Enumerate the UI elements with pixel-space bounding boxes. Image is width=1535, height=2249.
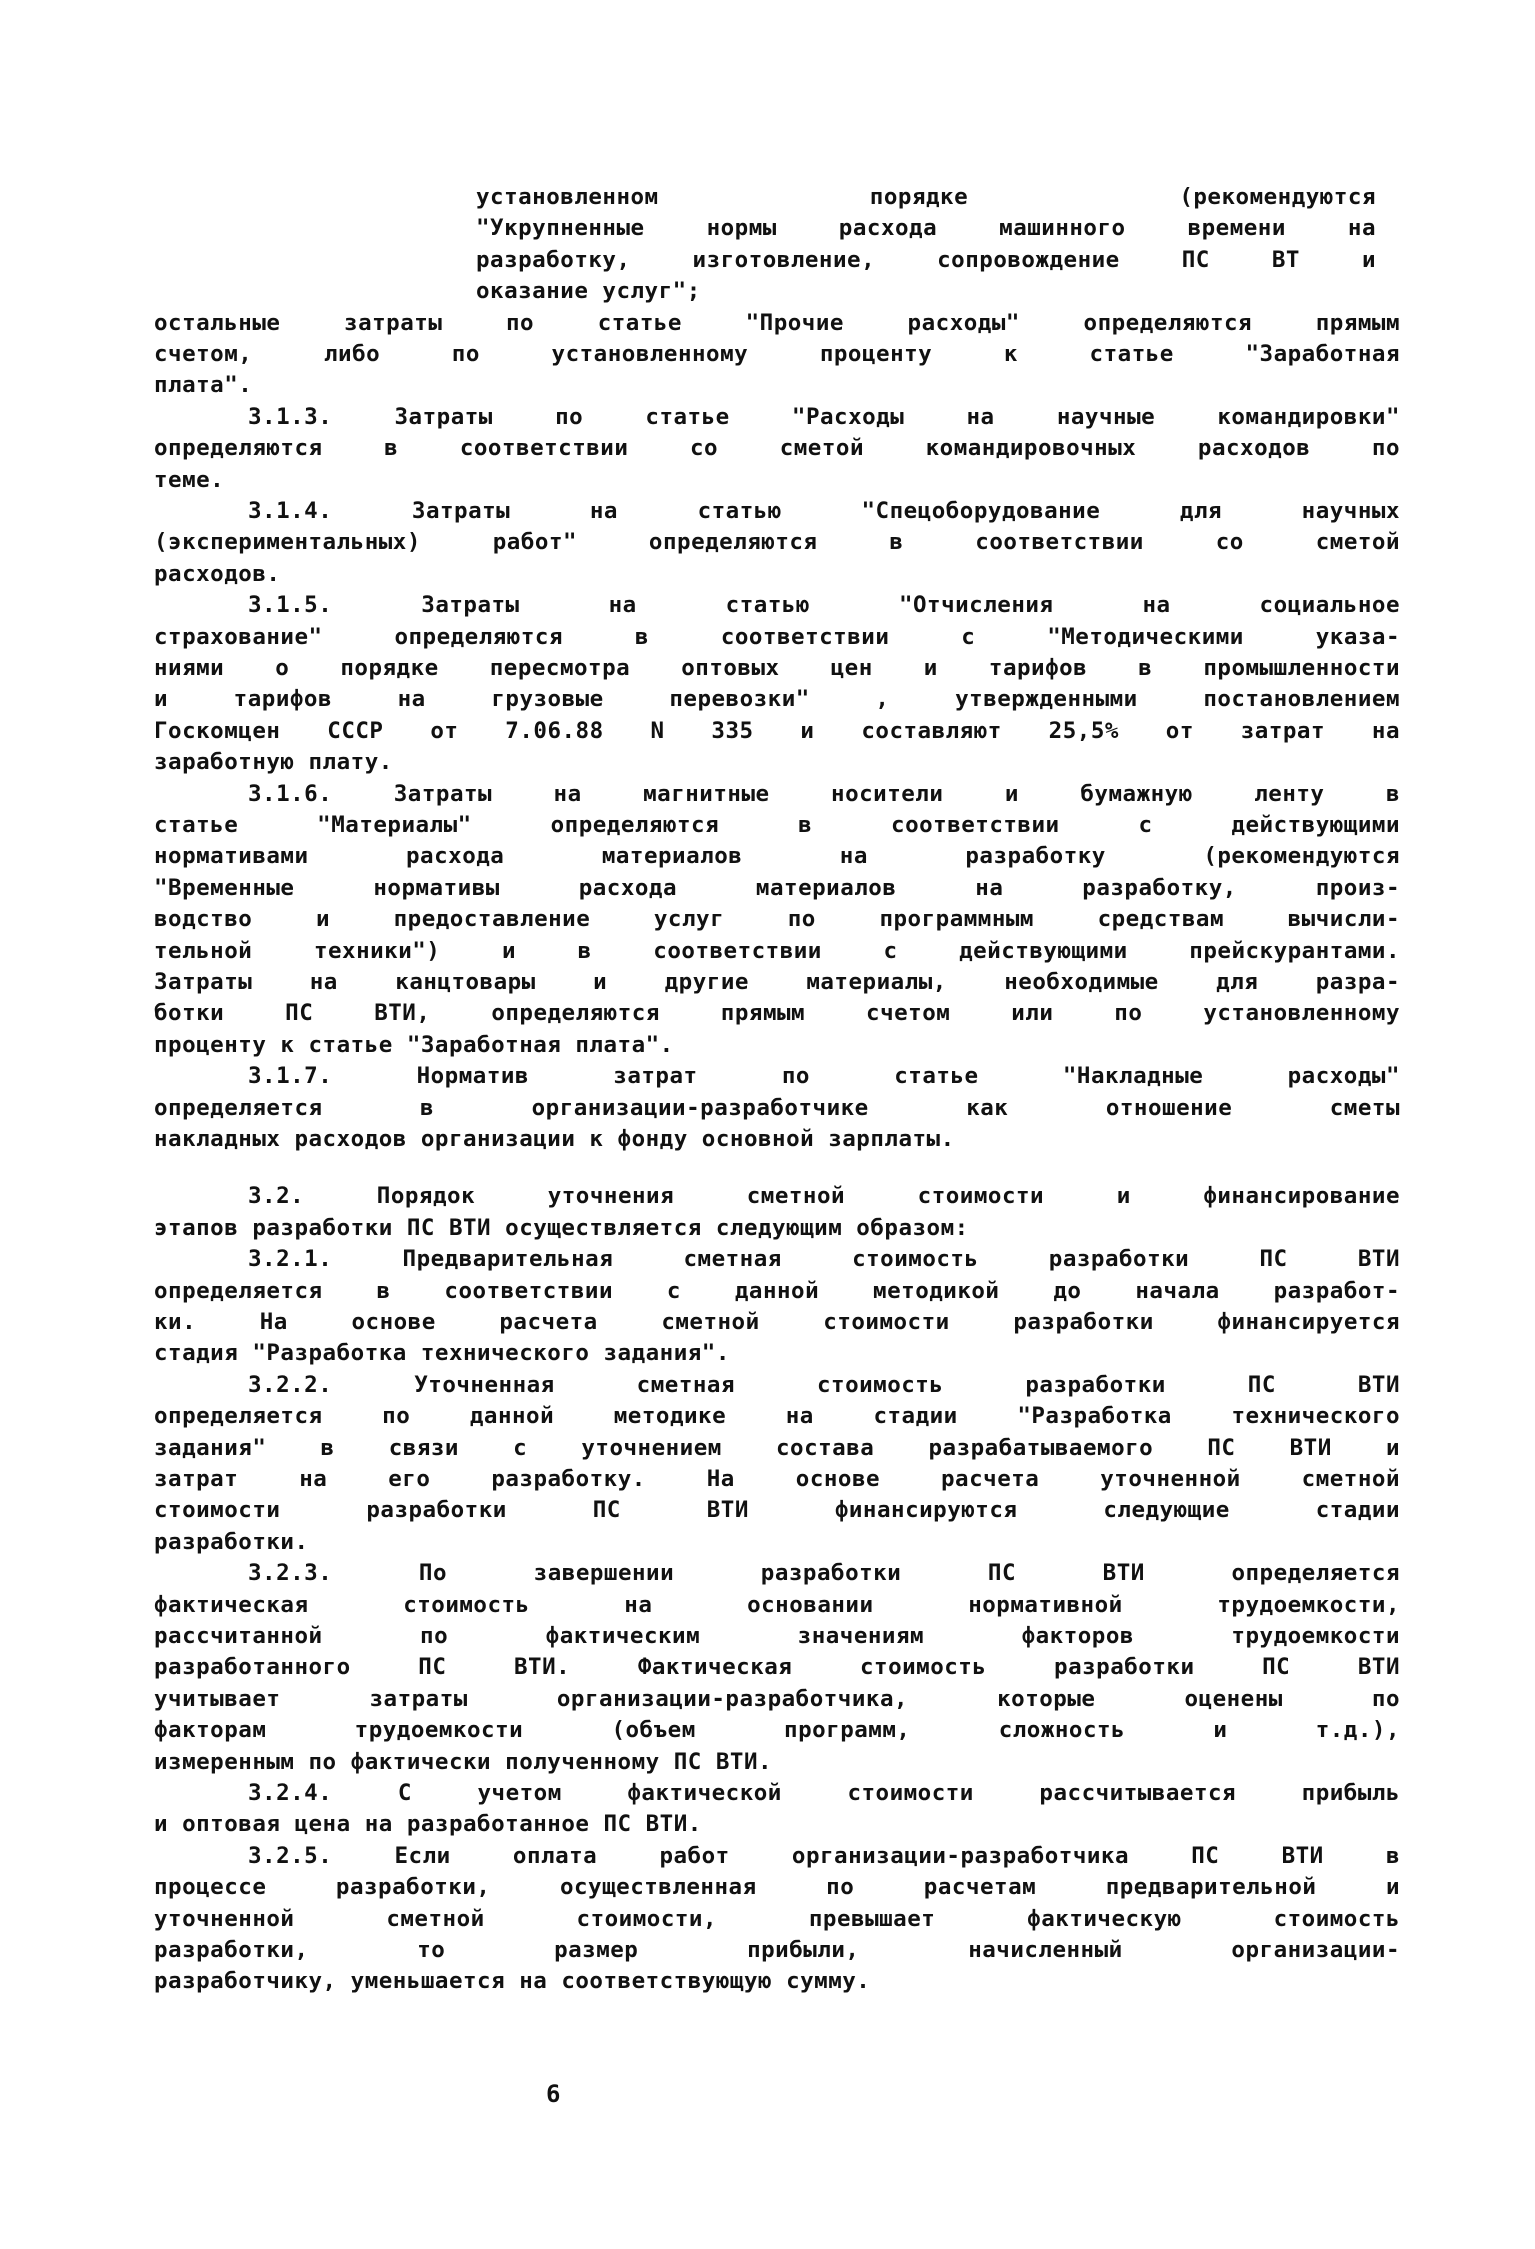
text-line: учитывает затраты организации-разработчика, которые оценены по (154, 1685, 1400, 1712)
text-line: 3.2.4. С учетом фактической стоимости рассчитывается прибыль (248, 1780, 1400, 1806)
text-line: плата". (154, 372, 253, 399)
text-line: накладных расходов организации к фонду основной зарплаты. (154, 1126, 955, 1152)
text-line: остальные затраты по статье "Прочие расходы" определяются прямым (154, 309, 1400, 336)
text-line: стадия "Разработка технического задания". (154, 1340, 730, 1367)
text-line: теме. (154, 466, 225, 493)
text-line: определяется по данной методике на стадии "Разработка технического (154, 1403, 1400, 1430)
text-line: стоимости разработки ПС ВТИ финансируются следующие стадии (154, 1497, 1400, 1524)
text-line: разработки, то размер прибыли, начисленный организации- (154, 1937, 1400, 1963)
text-line: определяется в организации-разработчике как отношение сметы (154, 1094, 1400, 1121)
text-line: ки. На основе расчета сметной стоимости разработки финансируется (154, 1309, 1400, 1335)
text-line: 3.2.3. По завершении разработки ПС ВТИ определяется (248, 1560, 1400, 1587)
text-line: ниями о порядке пересмотра оптовых цен и тарифов в промышленности (154, 655, 1400, 681)
text-line: 3.2.5. Если оплата работ организации-разработчика ПС ВТИ в (248, 1842, 1400, 1869)
text-line: 3.2.1. Предварительная сметная стоимость разработки ПС ВТИ (248, 1246, 1400, 1273)
text-line: 3.1.3. Затраты по статье "Расходы на научные командировки" (248, 403, 1400, 430)
text-line: и тарифов на грузовые перевозки" , утвержденными постановлением (154, 686, 1400, 713)
text-line: затрат на его разработку. На основе расчета уточненной сметной (154, 1466, 1400, 1492)
text-line: 3.1.6. Затраты на магнитные носители и бумажную ленту в (248, 780, 1400, 807)
text-line: Затраты на канцтовары и другие материалы, необходимые для разра- (154, 969, 1400, 995)
text-line: и оптовая цена на разработанное ПС ВТИ. (154, 1811, 702, 1838)
text-line: расходов. (154, 560, 281, 587)
text-line: тельной техники") и в соответствии с действующими прейскурантами. (154, 937, 1400, 964)
text-line: этапов разработки ПС ВТИ осуществляется следующим образом: (154, 1214, 969, 1241)
text-line: рассчитанной по фактическим значениям факторов трудоемкости (154, 1623, 1400, 1649)
text-line: заработную плату. (154, 749, 393, 776)
text-line: разработанного ПС ВТИ. Фактическая стоимость разработки ПС ВТИ (154, 1654, 1400, 1681)
text-line: 3.1.5. Затраты на статью "Отчисления на социальное (248, 592, 1400, 619)
text-line: 3.1.7. Норматив затрат по статье "Накладные расходы" (248, 1063, 1400, 1090)
text-line: Госкомцен СССР от 7.06.88 N 335 и составляют 25,5% от затрат на (154, 717, 1400, 744)
text-line: разработчику, уменьшается на соответствующую сумму. (154, 1968, 871, 1995)
text-line: (экспериментальных) работ" определяются в соответствии со сметой (154, 529, 1400, 556)
text-line: разработки. (154, 1528, 309, 1555)
text-line: ботки ПС ВТИ, определяются прямым счетом или по установленному (154, 1000, 1400, 1027)
text-line: факторам трудоемкости (объем программ, сложность и т.д.), (154, 1717, 1400, 1744)
text-line: измеренным по фактически полученному ПС ВТИ. (154, 1748, 773, 1775)
text-line: счетом, либо по установленному проценту к статье "Заработная (154, 341, 1400, 367)
text-line: определяется в соответствии с данной методикой до начала разработ- (154, 1277, 1400, 1304)
text-line: задания" в связи с уточнением состава разрабатываемого ПС ВТИ и (154, 1434, 1400, 1461)
text-line: разработку, изготовление, сопровождение ПС ВТ и (476, 246, 1376, 273)
text-line: водство и предоставление услуг по программным средствам вычисли- (154, 906, 1400, 933)
text-line: статье "Материалы" определяются в соответствии с действующими (154, 812, 1400, 838)
text-line: 3.2.2. Уточненная сметная стоимость разработки ПС ВТИ (248, 1371, 1400, 1398)
text-line: "Временные нормативы расхода материалов на разработку, произ- (154, 874, 1400, 901)
text-line: нормативами расхода материалов на разработку (рекомендуются (154, 843, 1400, 870)
page-number: 6 (546, 2080, 561, 2108)
text-line: 3.2. Порядок уточнения сметной стоимости и финансирование (248, 1183, 1400, 1210)
text-line: проценту к статье "Заработная плата". (154, 1031, 674, 1058)
text-line: 3.1.4. Затраты на статью "Спецоборудование для научных (248, 498, 1400, 524)
text-line: определяются в соответствии со сметой командировочных расходов по (154, 435, 1400, 462)
text-line: "Укрупненные нормы расхода машинного времени на (476, 215, 1376, 242)
text-line: страхование" определяются в соответствии с "Методическими указа- (154, 623, 1400, 650)
text-line: уточненной сметной стоимости, превышает фактическую стоимость (154, 1905, 1400, 1932)
text-line: установленном порядке (рекомендуются (476, 184, 1376, 210)
text-line: фактическая стоимость на основании нормативной трудоемкости, (154, 1591, 1400, 1618)
text-line: процессе разработки, осуществленная по расчетам предварительной и (154, 1874, 1400, 1901)
text-line: оказание услуг"; (476, 278, 701, 305)
